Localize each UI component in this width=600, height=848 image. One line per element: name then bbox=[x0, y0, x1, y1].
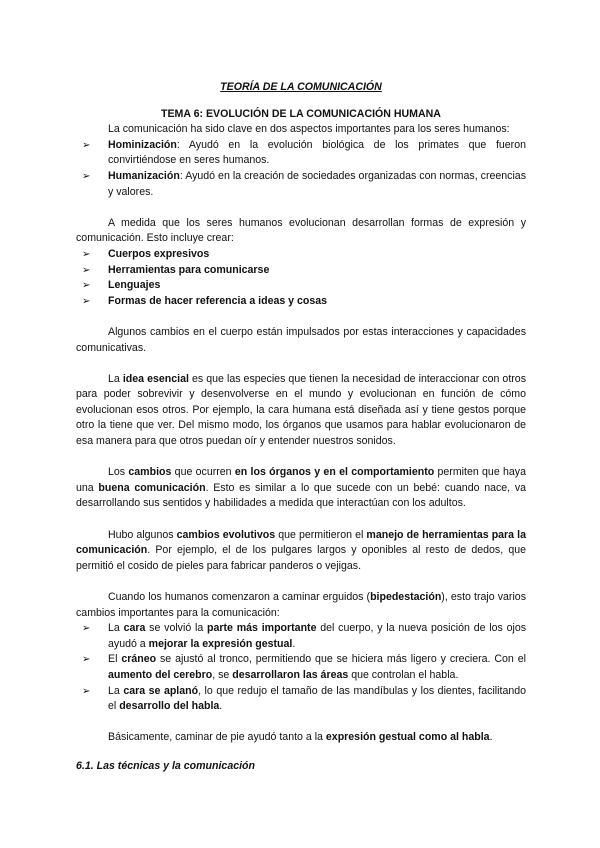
changes-list bbox=[76, 621, 526, 715]
form-label: Lenguajes bbox=[108, 279, 161, 292]
arrow-bullet-icon: ➢ bbox=[82, 248, 91, 260]
arrow-bullet-icon: ➢ bbox=[82, 280, 91, 292]
arrow-bullet-icon: ➢ bbox=[82, 654, 91, 666]
forms-list bbox=[76, 247, 526, 309]
organs-paragraph: Los cambios que ocurren en los órganos y en el comportamiento permiten que haya una buena comunicación. Esto es similar a lo que sucede con un bebé: cuando nace, va desarrollando sus sentidos y habilidades a medida que interactúan con los adultos. bbox=[76, 466, 527, 510]
arrow-bullet-icon: ➢ bbox=[82, 685, 91, 697]
forms-intro-paragraph: A medida que los seres humanos evolucionan desarrollan formas de expresión y comunicación. Esto incluye crear: bbox=[76, 216, 526, 245]
essential-idea-paragraph: La idea esencial es que las especies que tienen la necesidad de interaccionar con otros para poder sobrevivir y desenvolverse en el mundo y evolucionan en función de cómo evolucionan esos otros. Por ejemplo, la cara humana está diseñada así y tiene gestos porque otro la tiene que ver. Del mismo modo, los órganos que usamos para hablar evolucionaron de esa manera para que otros puedan oír y entender nuestros sonidos. bbox=[76, 372, 526, 448]
evolutionary-paragraph: Hubo algunos cambios evolutivos que permitieron el manejo de herramientas para la comunicación. Por ejemplo, el de los pulgares largos y oponibles al resto de dedos, que permitió el cosido de pieles para fabricar panderos o vejigas. bbox=[76, 528, 527, 572]
changes-paragraph: Algunos cambios en el cuerpo están impulsados por estas interacciones y capacidades comunicativas. bbox=[76, 325, 526, 354]
list-item bbox=[76, 138, 526, 169]
list-item bbox=[76, 294, 526, 310]
form-label: Cuerpos expresivos bbox=[108, 247, 210, 260]
term: Humanización bbox=[108, 169, 180, 182]
list-item bbox=[76, 169, 526, 200]
bipedalism-paragraph: Cuando los humanos comenzaron a caminar erguidos (bipedestación), esto trajo varios cambios importantes para la comunicación: bbox=[76, 591, 526, 619]
list-item: ➢ El cráneo se ajustó al tronco, permitiendo que se hiciera más ligero y creciera. Con el aumento del cerebro, se desarrollaron las áreas que controlan el habla. bbox=[82, 653, 526, 681]
list-item bbox=[76, 278, 526, 294]
section-heading: 6.1. Las técnicas y la comunicación bbox=[76, 759, 255, 772]
term-text: : Ayudó en la creación de sociedades organizadas con normas, creencias y valores. bbox=[108, 169, 526, 198]
term-text: : Ayudó en la evolución biológica de los primates que fueron convirtiéndose en seres humanos. bbox=[108, 138, 526, 167]
arrow-bullet-icon: ➢ bbox=[82, 295, 91, 307]
list-item: ➢ La cara se volvió la parte más importante del cuerpo, y la nueva posición de los ojos ayudó a mejorar la expresión gestual. bbox=[82, 622, 527, 650]
list-item bbox=[76, 263, 526, 279]
document-title: TEORÍA DE LA COMUNICACIÓN bbox=[220, 81, 382, 93]
list-item: ➢ La cara se aplanó, lo que redujo el tamaño de las mandíbulas y los dientes, facilitando el desarrollo del habla. bbox=[82, 684, 527, 713]
topic-heading: TEMA 6: EVOLUCIÓN DE LA COMUNICACIÓN HUMANA bbox=[161, 107, 441, 120]
form-label: Herramientas para comunicarse bbox=[108, 263, 270, 276]
arrow-bullet-icon: ➢ bbox=[82, 170, 91, 182]
aspects-list bbox=[76, 138, 526, 200]
term: Hominización bbox=[108, 138, 177, 151]
conclusion-paragraph: Básicamente, caminar de pie ayudó tanto a la expresión gestual como al habla. bbox=[108, 731, 493, 744]
arrow-bullet-icon: ➢ bbox=[82, 623, 91, 635]
intro-paragraph: La comunicación ha sido clave en dos aspectos importantes para los seres humanos: bbox=[108, 123, 510, 136]
arrow-bullet-icon: ➢ bbox=[82, 139, 91, 151]
arrow-bullet-icon: ➢ bbox=[82, 264, 91, 276]
document-page bbox=[76, 80, 526, 775]
form-label: Formas de hacer referencia a ideas y cosas bbox=[108, 294, 328, 307]
list-item bbox=[76, 247, 526, 263]
